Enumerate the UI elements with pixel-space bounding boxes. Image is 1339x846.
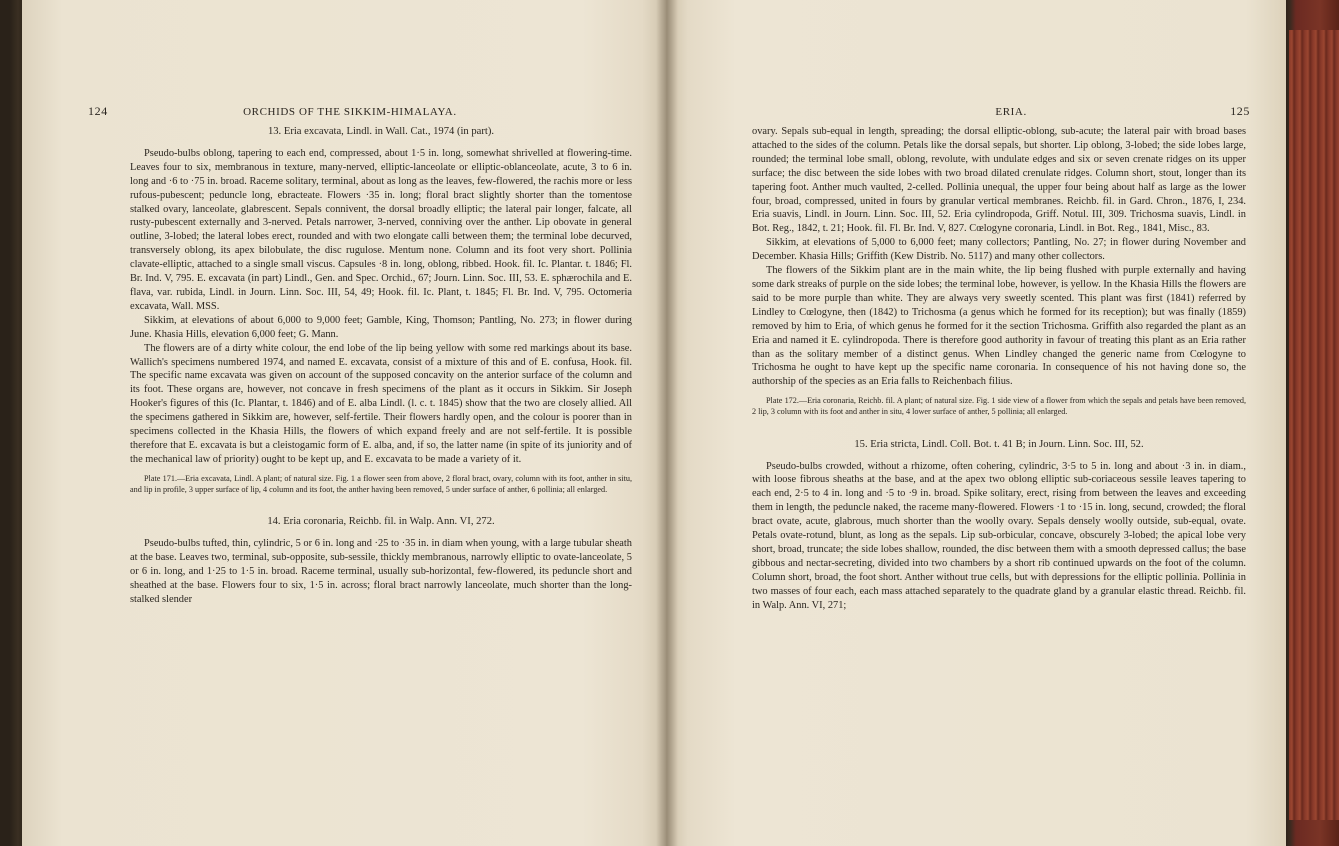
section-14-heading: 14. Eria coronaria, Reichb. fil. in Walp. Ann. VI, 272. xyxy=(267,516,495,528)
section-13-description: Pseudo-bulbs oblong, tapering to each end, compressed, about 1·5 in. long, somewhat shrivelled at flowering-time. Leaves four to six, membranous in texture, many-nerved, elliptic-lanceolate or elliptic-oblanceolate, acute, 3 to 6 in. long and ·6 to ·75 in. broad. Raceme solitary, terminal, about as long as the leaves, few-flowered, the rachis more or less rufous-pubescent; peduncle long, ebracteate. Flowers ·35 in. long; floral bract slightly shorter than the tomentose stalked ovary, lanceolate, glabrescent. Sepals connivent, the dorsal broadly elliptic; the lateral pair longer, falcate, all rusty-pubescent externally and 3-nerved. Petals narrower, 3-nerved, conniving over the anther. Lip obovate in general outline, 3-lobed; the lateral lobes erect, rounded and with two elongate calli between them; the terminal lobe decurved, transversely oblong, its apex bilobulate, the disc rugulose. Mentum none. Column and its foot very short. Pollinia clavate-elliptic, attached to a single small viscus. Capsules ·8 in. long, oblong, ribbed. Hook. fil. Ic. Plantar. t. 1846; Fl. Br. Ind. V, 795. E. excavata (in part) Lindl., Gen. and Spec. Orchid., 67; Journ. Linn. Soc. III, 53. E. sphærochila and E. flava, var. rubida, Lindl. in Journ. Linn. Soc. III, 54, 49; Hook. fil. Ic. Plant, t. 1845; Fl. Br. Ind. V, 795. Octomeria excavata, Wall. MSS. xyxy=(130,147,632,312)
section-14-distribution: Sikkim, at elevations of 5,000 to 6,000 feet; many collectors; Pantling, No. 27; in flower during November and December. Khasia Hills; Griffith (Kew Distrib. No. 5117) and many other collectors. xyxy=(752,237,1246,263)
right-running-head xyxy=(752,104,1250,119)
left-running-title: ORCHIDS OF THE SIKKIM-HIMALAYA. xyxy=(243,106,457,118)
right-page-number: 125 xyxy=(1230,104,1250,118)
section-13-notes: The flowers are of a dirty white colour, the end lobe of the lip being yellow with some red markings about its base. Wallich's specimens numbered 1974, and named E. excavata, consist of a mixture of this and of E. confusa, Hook. fil. The specific name excavata was given on account of the supposed concavity on the anterior surface of the column and its foot. These organs are, however, not concave in fresh specimens of the plant as it occurs in Sikkim. Sir Joseph Hooker's figures of this (Ic. Plantar, t. 1846) and of E. alba Lindl. (l. c. t. 1845) show that the two are closely allied. All the specimens gathered in Sikkim are, however, self-fertile. Their flowers hardly open, and the colour is poorer than in specimens collected in the Khasia Hills, the flowers of which expand freely and are not self-fertile. It is possible therefore that E. excavata is but a cleistogamic form of E. alba, and, if so, the latter name (in spite of its juniority and of the mechanical law of priority) ought to be kept up, and E. excavata to be made a variety of it. xyxy=(130,342,632,465)
left-running-head xyxy=(88,104,632,119)
plate-171-caption: Plate 171.—Eria excavata, Lindl. A plant; of natural size. Fig. 1 a flower seen from above, 2 floral bract, ovary, column with its foot, anther in situ, and lip in profile, 3 upper surface of lip, 4 column and its foot, the anther having been removed, 5 under surface of anther, 6 pollinia; all enlarged. xyxy=(130,473,632,494)
book-edge xyxy=(1289,30,1339,820)
section-14-continued: ovary. Sepals sub-equal in length, spreading; the dorsal elliptic-oblong, sub-acute; the lateral pair with broad bases attached to the sides of the column. Petals like the dorsal sepals, but shorter. Lip oblong, 3-lobed; the side lobes large, rounded; the terminal lobe small, oblong, revolute, with undulate edges and six or seven crenate ridges on its upper surface; the disc between the side lobes with two broad dilated crenulate ridges. Column short, stout, longer than its tapering foot. Anther much vaulted, 2-celled. Pollinia unequal, the upper four being about half as large as the lower four, broad, compressed, united in fours by granular vertical membranes. Reichb. fil. in Gard. Chron., 1876, I, 234. Eria suavis, Lindl. in Journ. Linn. Soc. III, 52. Eria cylindropoda, Griff. Notul. III, 309. Trichosma suavis, Lindl. in Bot. Reg., 1842, t. 21; Hook. fil. Fl. Br. Ind. V, 827. Cœlogyne coronaria, Lindl. in Bot. Reg., 1841, Misc., 83. xyxy=(752,126,1246,235)
right-running-title: ERIA. xyxy=(995,106,1027,118)
left-page-number: 124 xyxy=(88,104,108,118)
section-15-description: Pseudo-bulbs crowded, without a rhizome, often cohering, cylindric, 3·5 to 5 in. long and about ·3 in. in diam., with loose fibrous sheaths at the base, and at the apex two oblong elliptic sub-coriaceous sessile leaves tapering to each end, 2·5 to 4 in. long and ·5 to ·9 in. broad. Spike solitary, erect, rising from between the leaves and exceeding them in length, the peduncle naked, the raceme many-flowered. Flowers ·1 to ·15 in. long, secund, crowded; the floral bract ovate, acute, glabrous, much shorter than the woolly ovary. Sepals densely woolly outside, sub-equal, ovate. Petals ovate-rotund, blunt, as long as the sepals. Lip sub-orbicular, concave, obscurely 3-lobed; the apical lobe very short, broad, truncate; the side lobes shallow, rounded, the disc between them with a smooth depressed callus; the base gibbous and nectar-secreting, divided into two chambers by a short rib continued upwards on the foot of the column. Column short, broad, the foot short. Anther without true cells, but with depressions for the elliptic pollinia. Pollinia in two masses of four each, each mass attached separately to the quadrate gland by a granular elastic thread. Reichb. fil. in Walp. Ann. VI, 271; xyxy=(752,460,1246,611)
section-13-heading: 13. Eria excavata, Lindl. in Wall. Cat., 1974 (in part). xyxy=(267,126,495,137)
left-page xyxy=(22,0,666,846)
book-spine xyxy=(656,0,678,846)
section-14-notes: The flowers of the Sikkim plant are in the main white, the lip being flushed with purple externally and having some dark streaks of purple on the side lobes; the terminal lobe, however, is yellow. In the Khasia Hills the flowers are said to be more purple than white. They are always very sweetly scented. This plant was first (1841) referred by Lindley to Cœlogyne, then (1842) to Trichosma (a genus which he formed for its reception); but was finally (1859) removed by him to Eria, of which genus he formed for it the section Trichosma. Griffith also regarded the plant as an Eria and named it E. cylindropoda. There is therefore good authority in favour of treating this plant as an Eria rather than as the solitary member of a distinct genus. When Lindley changed the generic name from Cœlogyne to Trichosma he ought to have kept up the specific name coronaria. In consequence of his not having done so, the authorship of the species as an Eria falls to Reichenbach filius. xyxy=(752,265,1246,388)
section-15-heading: 15. Eria stricta, Lindl. Coll. Bot. t. 41 B; in Journ. Linn. Soc. III, 52. xyxy=(854,438,1144,450)
right-page xyxy=(666,0,1286,846)
section-13-distribution: Sikkim, at elevations of about 6,000 to 9,000 feet; Gamble, King, Thomson; Pantling, No. 273; in flower during June. Khasia Hills, elevation 6,000 feet; G. Mann. xyxy=(130,314,632,340)
plate-172-caption: Plate 172.—Eria coronaria, Reichb. fil. A plant; of natural size. Fig. 1 side view of a flower from which the sepals and petals have been removed, 2 lip, 3 column with its foot and anther in situ, 4 lower surface of anther, 5 pollinia; all enlarged. xyxy=(752,396,1246,417)
section-14-description: Pseudo-bulbs tufted, thin, cylindric, 5 or 6 in. long and ·25 to ·35 in. in diam when young, with a large tubular sheath at the base. Leaves two, terminal, sub-opposite, sub-sessile, thickly membranous, narrowly elliptic to ovate-lanceolate, 5 or 6 in. long, and 1·25 to 1·5 in. broad. Raceme terminal, usually sub-horizontal, few-flowered, its peduncle short and sheathed at the base. Flowers four to six, 1·5 in. across; floral bract narrowly lanceolate, much shorter than the long-stalked slender xyxy=(130,538,632,605)
